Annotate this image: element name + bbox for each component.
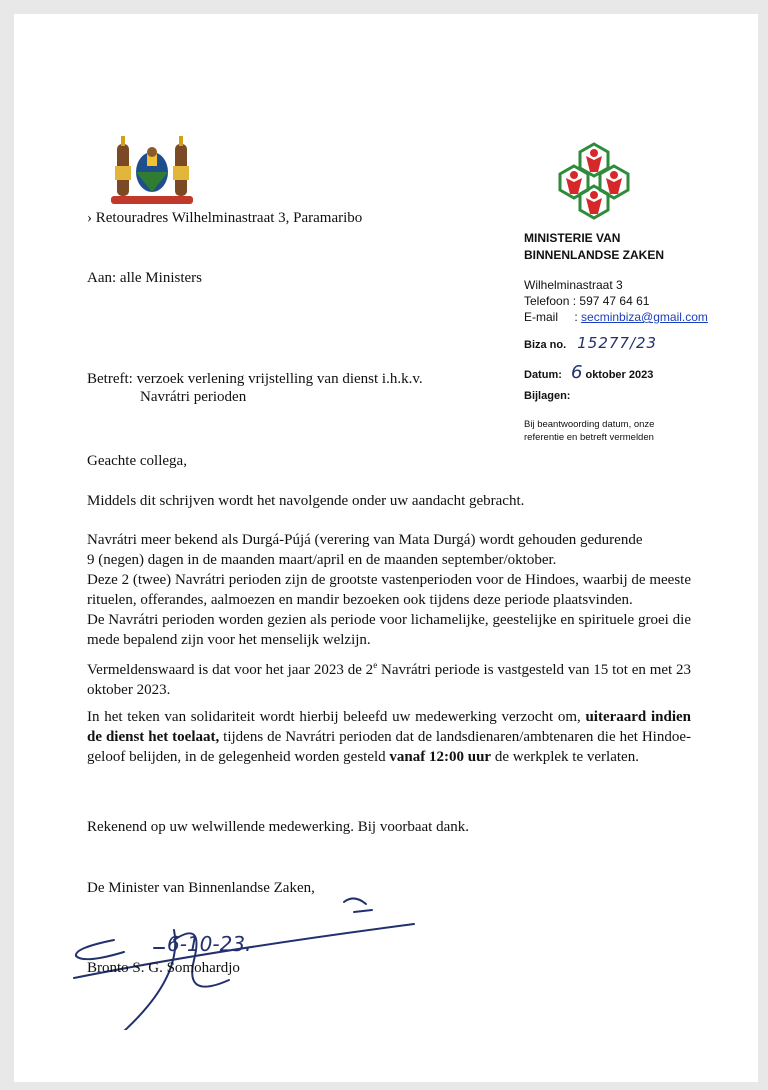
return-address: › Retouradres Wilhelminastraat 3, Paramaribo	[87, 210, 363, 226]
datum-month-year: oktober 2023	[585, 369, 654, 381]
phone-label: Telefoon :	[524, 294, 577, 308]
email-line	[524, 309, 708, 325]
ministry-logo	[544, 142, 644, 222]
request-bold-2: vanaf 12:00 uur	[389, 749, 492, 765]
email-link[interactable]: secminbiza@gmail.com	[581, 310, 708, 324]
paragraph-navratri	[87, 530, 691, 650]
attachments-label: Bijlagen:	[524, 390, 571, 402]
phone-value: 597 47 64 61	[579, 294, 650, 308]
request-bold-1: uiteraard indien de dienst het toelaat,	[87, 709, 692, 745]
datum-label: Datum:	[524, 369, 562, 381]
subject-line-2: Navrátri perioden	[140, 389, 247, 405]
salutation: Geachte collega,	[87, 453, 187, 469]
paragraph-period	[87, 660, 691, 700]
reply-note: Bij beantwoording datum, onze referentie en betreft vermelden	[524, 419, 655, 443]
navratri-line-2: 9 (negen) dagen in de maanden maart/april en de maanden september/oktober.	[87, 552, 557, 568]
recipient: Aan: alle Ministers	[87, 270, 202, 286]
letter-date	[524, 362, 653, 383]
request-text-b: tijdens de Navrátri perioden dat de landsdienaren/ambtenaren die het Hindoe-geloof belijden, in de gelegenheid worden gesteld	[87, 729, 691, 765]
datum-day: 6	[570, 362, 583, 383]
reference-number	[524, 334, 657, 352]
period-text-b: Navrátri periode is vastgesteld van 15 tot en met 23 oktober 2023.	[87, 662, 691, 698]
period-text-a: Vermeldenswaard is dat voor het jaar 2023 de 2	[87, 662, 374, 678]
paragraph-thanks: Rekenend op uw welwillende medewerking. Bij voorbaat dank.	[87, 819, 469, 835]
signature-date: 6-10-23.	[167, 932, 252, 956]
navratri-line-1: Navrátri meer bekend als Durgá-Pújá (verering van Mata Durgá) wordt gehouden gedurende	[87, 532, 643, 548]
coat-of-arms-logo	[107, 130, 197, 212]
email-label: E-mail	[524, 310, 559, 324]
signatory-name: Bronto S. G. Somohardjo	[87, 960, 240, 976]
letter-page	[14, 14, 758, 1082]
ministry-line-1: MINISTERIE VAN	[524, 231, 621, 245]
navratri-line-4: De Navrátri perioden worden gezien als periode voor lichamelijke, geestelijke en spirituele groei die mede bepalend zijn voor het menselijk welzijn.	[87, 612, 691, 648]
street: Wilhelminastraat 3	[524, 278, 623, 292]
closing-line: De Minister van Binnenlandse Zaken,	[87, 880, 315, 896]
navratri-line-3: Deze 2 (twee) Navrátri perioden zijn de grootste vastenperioden voor de Hindoes, waarbij de meeste rituelen, offerandes, aalmoezen en mandir bezoeken ook tijdens deze periode plaatsvinden.	[87, 572, 691, 608]
email-separator: :	[574, 310, 578, 324]
ministry-name	[524, 230, 664, 264]
biza-value: 15277/23	[577, 334, 658, 352]
request-text-a: In het teken van solidariteit wordt hierbij beleefd uw medewerking verzocht om,	[87, 709, 586, 725]
biza-label: Biza no.	[524, 339, 567, 351]
paragraph-intro: Middels dit schrijven wordt het navolgende onder uw aandacht gebracht.	[87, 493, 525, 509]
paragraph-request	[87, 707, 691, 767]
subject-line-1: Betreft: verzoek verlening vrijstelling van dienst i.h.k.v.	[87, 371, 423, 387]
request-text-c: de werkplek te verlaten.	[491, 749, 639, 765]
ministry-address	[524, 277, 708, 325]
phone-line	[524, 293, 708, 309]
subject	[87, 370, 423, 406]
period-sup: e	[373, 660, 378, 670]
ministry-line-2: BINNENLANDSE ZAKEN	[524, 248, 665, 262]
